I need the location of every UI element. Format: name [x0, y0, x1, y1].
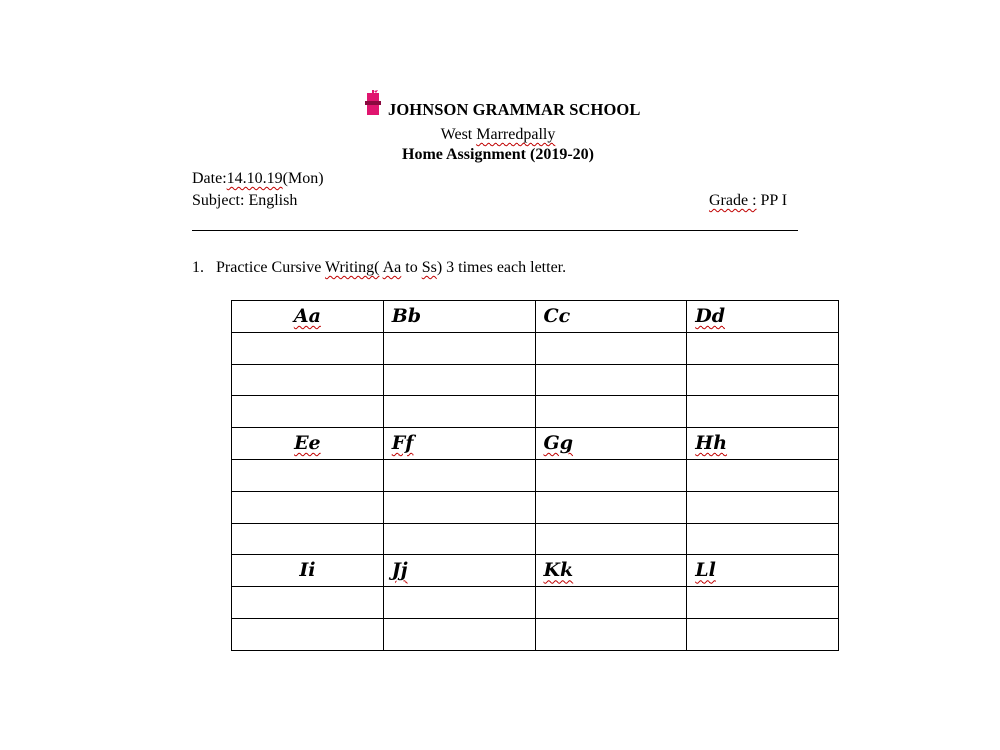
practice-cell[interactable] [535, 459, 687, 491]
letter-cell [383, 555, 535, 587]
cursive-letter: Ee [294, 432, 321, 455]
subject-line: Subject: English [192, 192, 298, 209]
practice-cell[interactable] [687, 332, 839, 364]
table-row [232, 396, 839, 428]
letter-cell [535, 428, 687, 460]
cursive-letter: Ii [299, 559, 316, 582]
question-1 [192, 259, 566, 277]
practice-cell[interactable] [535, 491, 687, 523]
cursive-letter: Gg [543, 432, 574, 455]
cursive-letter: Cc [543, 304, 571, 327]
question-from-letter: Aa [382, 259, 402, 276]
practice-cell[interactable] [687, 364, 839, 396]
table-row [232, 301, 839, 333]
table-row [232, 364, 839, 396]
grade-label: Grade : [709, 192, 757, 209]
practice-cell[interactable] [383, 587, 535, 619]
letter-cell [232, 555, 384, 587]
date-label: Date: [192, 170, 227, 187]
practice-cell[interactable] [535, 523, 687, 555]
practice-table [231, 300, 839, 651]
question-to-letter: Ss [421, 259, 437, 276]
letter-cell [383, 428, 535, 460]
branch-word: West [440, 126, 477, 143]
practice-cell[interactable] [383, 332, 535, 364]
practice-cell[interactable] [232, 491, 384, 523]
school-branch [0, 126, 996, 144]
letter-cell [687, 428, 839, 460]
table-row [232, 555, 839, 587]
practice-cell[interactable] [535, 332, 687, 364]
cursive-letter: Ll [695, 559, 716, 582]
letter-cell [383, 301, 535, 333]
practice-cell[interactable] [687, 396, 839, 428]
practice-cell[interactable] [383, 459, 535, 491]
cursive-letter: Aa [293, 304, 321, 327]
letter-cell [687, 555, 839, 587]
practice-cell[interactable] [687, 491, 839, 523]
practice-cell[interactable] [687, 459, 839, 491]
practice-cell[interactable] [383, 491, 535, 523]
date-line [192, 170, 324, 188]
practice-cell[interactable] [687, 523, 839, 555]
practice-cell[interactable] [383, 364, 535, 396]
table-row [232, 523, 839, 555]
letter-cell [535, 301, 687, 333]
cursive-letter: Hh [695, 432, 728, 455]
school-logo [363, 90, 383, 118]
practice-cell[interactable] [232, 332, 384, 364]
practice-cell[interactable] [232, 587, 384, 619]
question-writing-word: Writing( [325, 259, 380, 276]
table-row [232, 332, 839, 364]
table-row [232, 459, 839, 491]
practice-cell[interactable] [232, 396, 384, 428]
cursive-letter: Ff [391, 432, 414, 455]
table-row [232, 428, 839, 460]
question-text-before: Practice Cursive [216, 259, 326, 276]
question-number: 1. [192, 259, 204, 276]
date-value: 14.10.19 [226, 170, 283, 187]
practice-cell[interactable] [232, 523, 384, 555]
practice-cell[interactable] [232, 364, 384, 396]
practice-cell[interactable] [535, 587, 687, 619]
practice-cell[interactable] [535, 364, 687, 396]
cursive-letter: Bb [391, 304, 422, 327]
cursive-letter: Kk [543, 559, 574, 582]
assignment-title: Home Assignment (2019-20) [402, 146, 594, 163]
table-row [232, 491, 839, 523]
grade-line [709, 192, 787, 210]
practice-cell[interactable] [687, 587, 839, 619]
practice-cell[interactable] [383, 523, 535, 555]
date-day: (Mon) [282, 170, 324, 187]
practice-cell[interactable] [232, 618, 384, 650]
practice-cell[interactable] [535, 396, 687, 428]
table-row [232, 587, 839, 619]
practice-cell[interactable] [232, 459, 384, 491]
cursive-letter: Dd [695, 304, 726, 327]
question-to-word: to [401, 259, 422, 276]
cursive-letter: Jj [391, 559, 408, 582]
letter-cell [232, 301, 384, 333]
branch-word: Marredpally [476, 126, 556, 143]
practice-cell[interactable] [383, 618, 535, 650]
letter-cell [535, 555, 687, 587]
question-text-after: ) 3 times each letter. [436, 259, 567, 276]
practice-cell[interactable] [687, 618, 839, 650]
school-name: JOHNSON GRAMMAR SCHOOL [388, 100, 641, 119]
letter-cell [687, 301, 839, 333]
practice-cell[interactable] [535, 618, 687, 650]
grade-value: PP I [756, 192, 788, 209]
header-divider [192, 230, 798, 231]
practice-cell[interactable] [383, 396, 535, 428]
letter-cell [232, 428, 384, 460]
table-row [232, 618, 839, 650]
